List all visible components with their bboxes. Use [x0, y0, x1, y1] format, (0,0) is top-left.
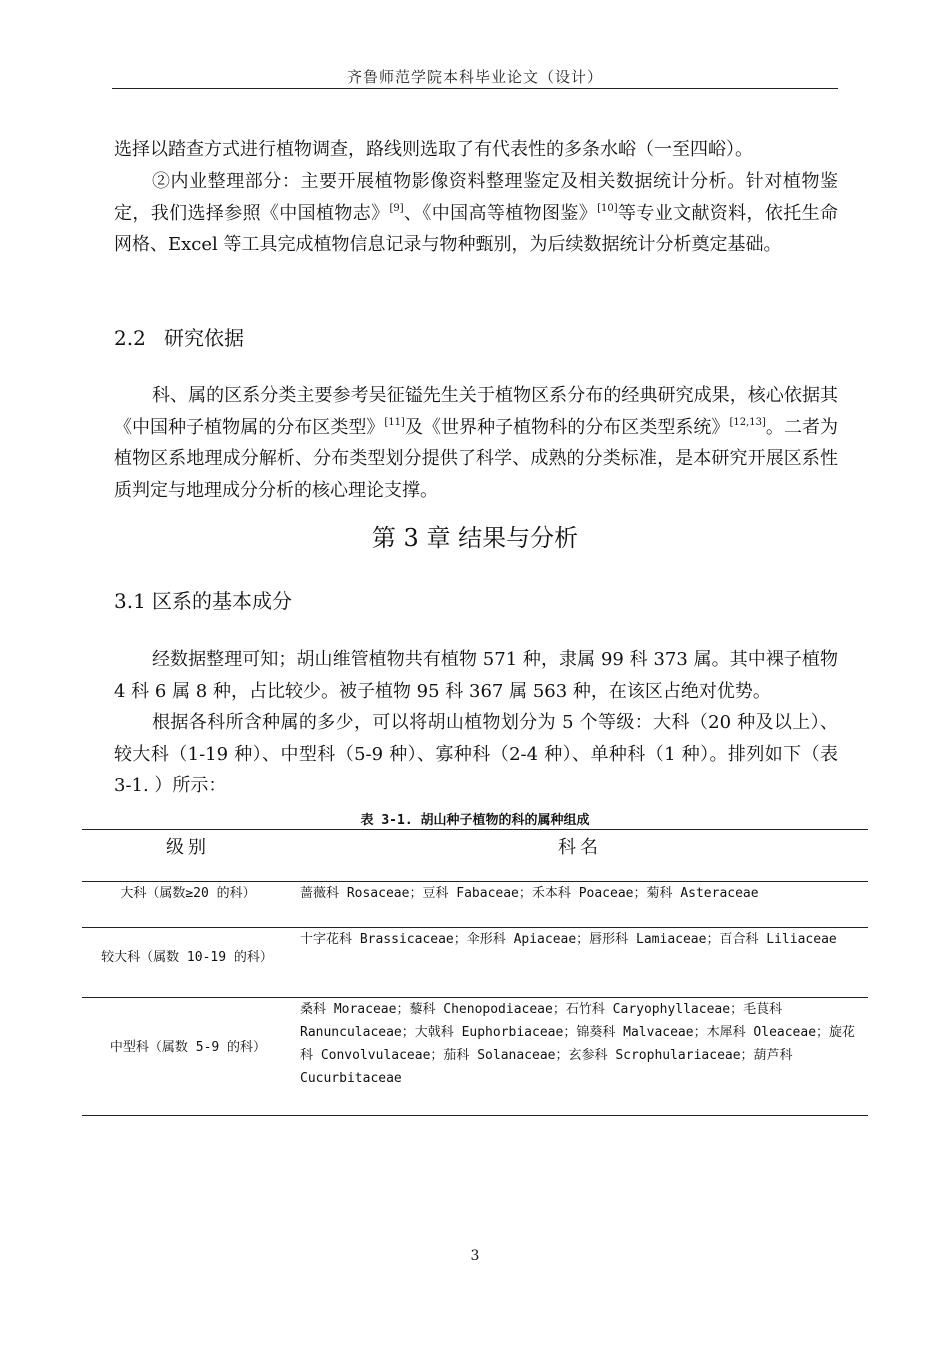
section-number: 3.1: [114, 589, 146, 613]
table-header-grade: 级别: [166, 837, 210, 858]
chapter-heading: 第 3 章 结果与分析: [371, 524, 579, 552]
paragraph-2-text-c: 等专业文献资料，依托生命网格、Excel 等工具完成植物信息记录与物种甄别，为后续数据统计分析奠定基础。: [114, 202, 839, 255]
paragraph-2: [114, 166, 838, 261]
table-row-2-grade: 较大科（属数 10-19 的科）: [101, 950, 273, 965]
page-number: 3: [470, 1248, 480, 1264]
header-rule: [112, 88, 838, 89]
paragraph-3: [114, 380, 838, 506]
table-row-3-grade: 中型科（属数 5-9 的科）: [109, 1040, 267, 1055]
citation-12-13: [12,13]: [729, 416, 766, 428]
table-top-rule: [82, 829, 868, 830]
table-bottom-rule: [82, 1115, 868, 1116]
table-row-1-families: 蔷薇科 Rosaceae；豆科 Fabaceae；禾本科 Poaceae；菊科 Asteraceae: [300, 886, 759, 901]
citation-11: [11]: [384, 416, 405, 428]
citation-9: [9]: [389, 202, 404, 214]
paragraph-2-text-b: 、《中国高等植物图鉴》: [403, 202, 598, 224]
table-row-1-grade: 大科（属数≥20 的科）: [120, 886, 256, 901]
paragraph-3-text-a: 科、属的区系分类主要参考吴征镒先生关于植物区系分布的经典研究成果，核心依据其《中国种子植物属的分布区类型》: [114, 385, 838, 438]
table-header-family: 科名: [558, 837, 602, 858]
paragraph-1: 选择以踏查方式进行植物调查，路线则选取了有代表性的多条水峪（一至四峪）。: [114, 139, 753, 160]
paragraph-3-text-b: 及《世界种子植物科的分布区类型系统》: [404, 416, 730, 438]
table-row-3-families: 桑科 Moraceae；藜科 Chenopodiaceae；石竹科 Caryophyllaceae；毛茛科 Ranunculaceae；大戟科 Euphorbiaceae；锦葵科 Malvaceae；木犀科 Oleaceae；旋花科 Convolvulaceae；茄科 Solanaceae；玄参科 Scrophulariaceae；葫芦科 Cucurbitaceae: [300, 1002, 856, 1086]
paragraph-5: 根据各科所含种属的多少，可以将胡山植物划分为 5 个等级：大科（20 种及以上）、较大科（1-19 种）、中型科（5-9 种）、寡种科（2-4 种）、单种科（1 种）。排列如下（表 3-1. ）所示：: [114, 712, 838, 796]
table-row-2-families: 十字花科 Brassicaceae；伞形科 Apiaceae；唇形科 Lamiaceae；百合科 Liliaceae: [300, 932, 837, 947]
table-caption: 表 3-1. 胡山种子植物的科的属种组成: [360, 813, 590, 828]
paragraph-2-text-a: ②内业整理部分：主要开展植物影像资料整理鉴定及相关数据统计分析。针对植物鉴定，我们选择参照《中国植物志》: [114, 171, 838, 224]
citation-10: [10]: [597, 202, 618, 214]
running-header: 齐鲁师范学院本科毕业论文（设计）: [346, 68, 603, 86]
paragraph-4: 经数据整理可知；胡山维管植物共有植物 571 种，隶属 99 科 373 属。其中裸子植物 4 科 6 属 8 种，占比较少。被子植物 95 科 367 属 563 种，在该区占绝对优势。: [114, 649, 838, 702]
section-title: 研究依据: [164, 326, 244, 350]
paragraph-3-text-c: 。二者为植物区系地理成分解析、分布类型划分提供了科学、成熟的分类标准，是本研究开展区系性质判定与地理成分分析的核心理论支撑。: [114, 416, 838, 501]
section-number: 2.2: [114, 326, 146, 350]
section-title: 区系的基本成分: [152, 589, 292, 613]
section-heading-3-1: [114, 585, 292, 614]
section-heading-2-2: [114, 322, 244, 351]
